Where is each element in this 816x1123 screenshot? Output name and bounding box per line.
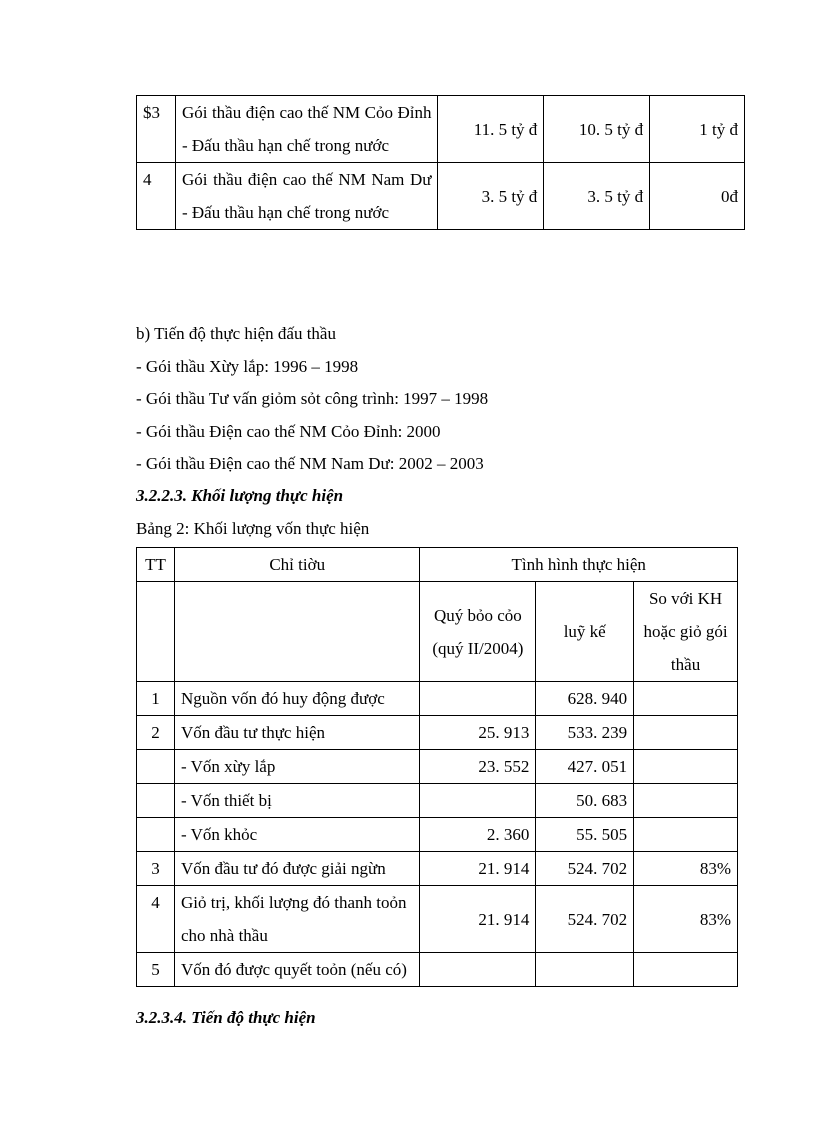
row-number [137, 784, 175, 818]
row-label: Vốn đầu tư thực hiện [174, 716, 419, 750]
table-row [137, 953, 738, 987]
progress-item: - Gói thầu Điện cao thế NM Cỏo Đỉnh: 2000 [136, 422, 441, 441]
progress-title: b) Tiến độ thực hiện đấu thầu [136, 324, 336, 343]
row-label: Nguồn vốn đó huy động được [174, 682, 419, 716]
section-heading-schedule: 3.2.3.4. Tiến độ thực hiện [136, 1008, 316, 1027]
compare-value [634, 750, 738, 784]
row-label: Vốn đầu tư đó được giải ngừn [174, 852, 419, 886]
header-status: Tình hình thực hiện [420, 548, 738, 582]
compare-value [634, 784, 738, 818]
capital-volume-table [136, 547, 738, 987]
row-number [137, 818, 175, 852]
table-row [137, 852, 738, 886]
row-number: 3 [137, 852, 175, 886]
quarter-value: 21. 914 [420, 852, 536, 886]
quarter-value: 25. 913 [420, 716, 536, 750]
quarter-value: 21. 914 [420, 886, 536, 953]
awarded-value: 10. 5 tỷ đ [544, 96, 650, 163]
header-quarter: Quý bỏo cỏo (quý II/2004) [420, 582, 536, 682]
cumulative-value: 524. 702 [536, 852, 634, 886]
bidding-packages-table [136, 95, 745, 230]
row-number: 5 [137, 953, 175, 987]
quarter-value [420, 784, 536, 818]
table-row [137, 163, 745, 230]
planned-value: 11. 5 tỷ đ [438, 96, 544, 163]
package-description: Gói thầu điện cao thế NM Nam Dư - Đấu thầu hạn chế trong nước [175, 163, 438, 230]
compare-value [634, 953, 738, 987]
compare-value: 83% [634, 852, 738, 886]
compare-value [634, 818, 738, 852]
difference-value: 1 tỷ đ [650, 96, 745, 163]
table-row [137, 682, 738, 716]
progress-item: - Gói thầu Xừy lắp: 1996 – 1998 [136, 357, 359, 376]
table-row [137, 716, 738, 750]
quarter-value: 23. 552 [420, 750, 536, 784]
quarter-value [420, 682, 536, 716]
table-row [137, 784, 738, 818]
header-cumulative: luỹ kế [536, 582, 634, 682]
header-compare: So với KH hoặc giỏ gói thầu [634, 582, 738, 682]
row-number: 2 [137, 716, 175, 750]
cumulative-value: 628. 940 [536, 682, 634, 716]
cumulative-value: 50. 683 [536, 784, 634, 818]
cumulative-value: 524. 702 [536, 886, 634, 953]
row-number: $3 [137, 96, 176, 163]
table-row [137, 96, 745, 163]
compare-value [634, 716, 738, 750]
cumulative-value: 55. 505 [536, 818, 634, 852]
table-header-row [137, 582, 738, 682]
row-number [137, 750, 175, 784]
header-indicator: Chỉ tiờu [174, 548, 419, 582]
table-row [137, 818, 738, 852]
quarter-value: 2. 360 [420, 818, 536, 852]
header-tt: TT [137, 548, 175, 582]
row-label: - Vốn xừy lắp [174, 750, 419, 784]
cumulative-value: 533. 239 [536, 716, 634, 750]
section-heading-volume: 3.2.2.3. Khối lượng thực hiện [136, 486, 344, 505]
table-row [137, 750, 738, 784]
progress-item: - Gói thầu Điện cao thế NM Nam Dư: 2002 – 2003 [136, 454, 484, 473]
compare-value: 83% [634, 886, 738, 953]
cumulative-value: 427. 051 [536, 750, 634, 784]
row-label: Vốn đó được quyết toỏn (nếu có) [174, 953, 419, 987]
cumulative-value [536, 953, 634, 987]
table-header-row [137, 548, 738, 582]
table-row [137, 886, 738, 953]
awarded-value: 3. 5 tỷ đ [544, 163, 650, 230]
package-description: Gói thầu điện cao thế NM Cỏo Đỉnh - Đấu thầu hạn chế trong nước [175, 96, 438, 163]
row-label: Giỏ trị, khối lượng đó thanh toỏn cho nhà thầu [174, 886, 419, 953]
difference-value: 0đ [650, 163, 745, 230]
row-number: 4 [137, 886, 175, 953]
row-label: - Vốn khỏc [174, 818, 419, 852]
compare-value [634, 682, 738, 716]
table-caption: Bảng 2: Khối lượng vốn thực hiện [136, 519, 370, 538]
planned-value: 3. 5 tỷ đ [438, 163, 544, 230]
row-number: 1 [137, 682, 175, 716]
row-number: 4 [137, 163, 176, 230]
progress-item: - Gói thầu Tư vấn giỏm sỏt công trình: 1997 – 1998 [136, 389, 489, 408]
row-label: - Vốn thiết bị [174, 784, 419, 818]
quarter-value [420, 953, 536, 987]
